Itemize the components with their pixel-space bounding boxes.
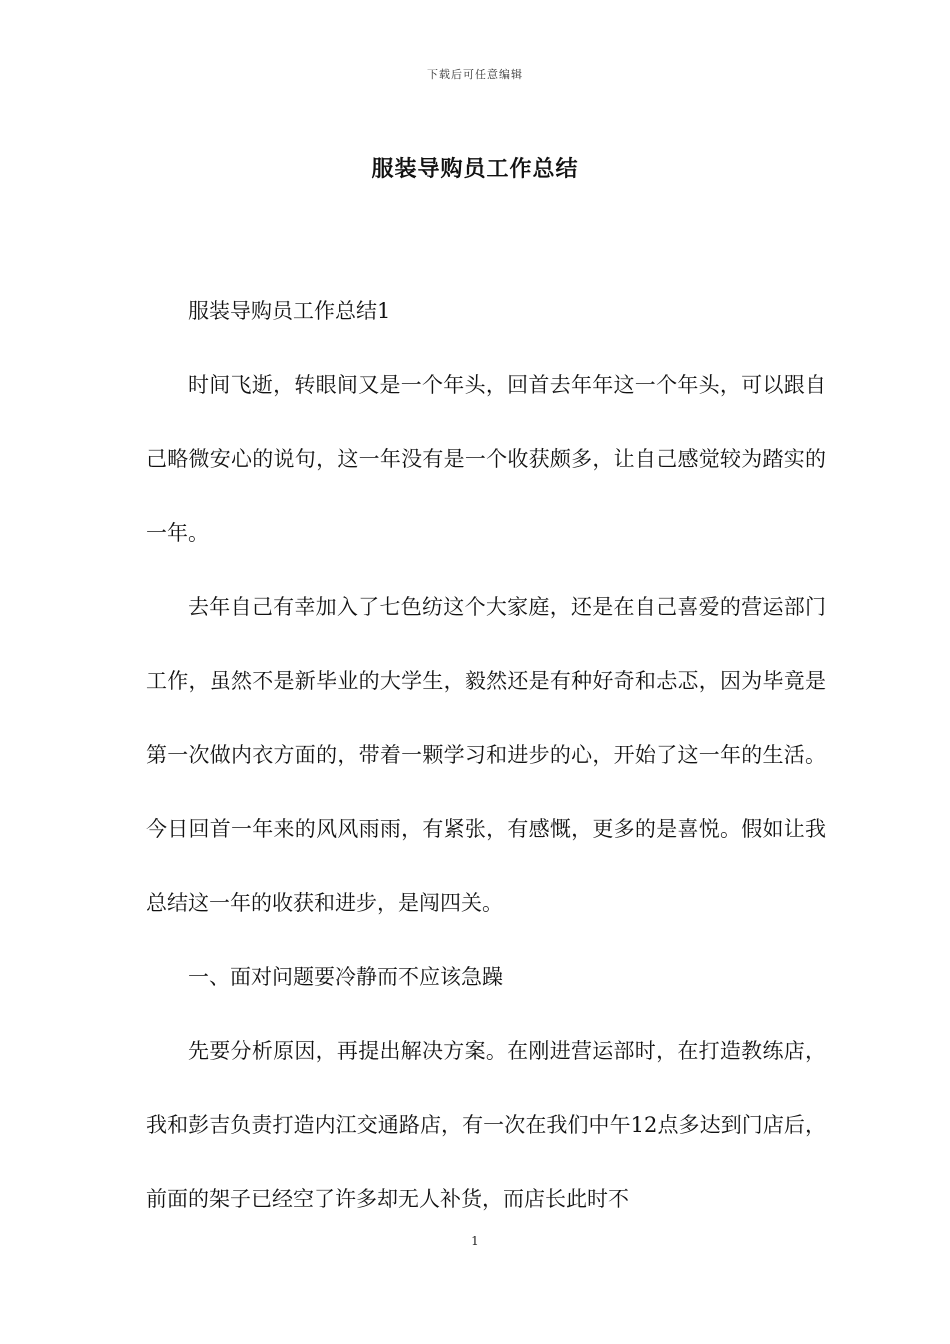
document-body [146,274,826,1236]
document-title: 服装导购员工作总结 [371,156,579,182]
section-heading: 服装导购员工作总结1 [188,299,391,323]
body-paragraph: 去年自己有幸加入了七色纺这个大家庭，还是在自己喜爱的营运部门工作，虽然不是新毕业的大学生，毅然还是有种好奇和忐忑，因为毕竟是第一次做内衣方面的，带着一颗学习和进步的心，开始了这一年的生活。今日回首一年来的风风雨雨，有紧张，有感慨，更多的是喜悦。假如让我总结这一年的收获和进步，是闯四关。 [146,595,826,915]
page-number: 1 [471,1234,479,1248]
body-paragraph: 先要分析原因，再提出解决方案。在刚进营运部时，在打造教练店，我和彭吉负责打造内江交通路店，有一次在我们中午12点多达到门店后，前面的架子已经空了许多却无人补货，而店长此时不 [146,1039,826,1211]
section-heading: 一、面对问题要冷静而不应该急躁 [188,965,503,989]
header-note: 下载后可任意编辑 [427,68,523,81]
body-paragraph: 时间飞逝，转眼间又是一个年头，回首去年年这一个年头，可以跟自己略微安心的说句，这一年没有是一个收获颇多，让自己感觉较为踏实的一年。 [146,373,826,545]
